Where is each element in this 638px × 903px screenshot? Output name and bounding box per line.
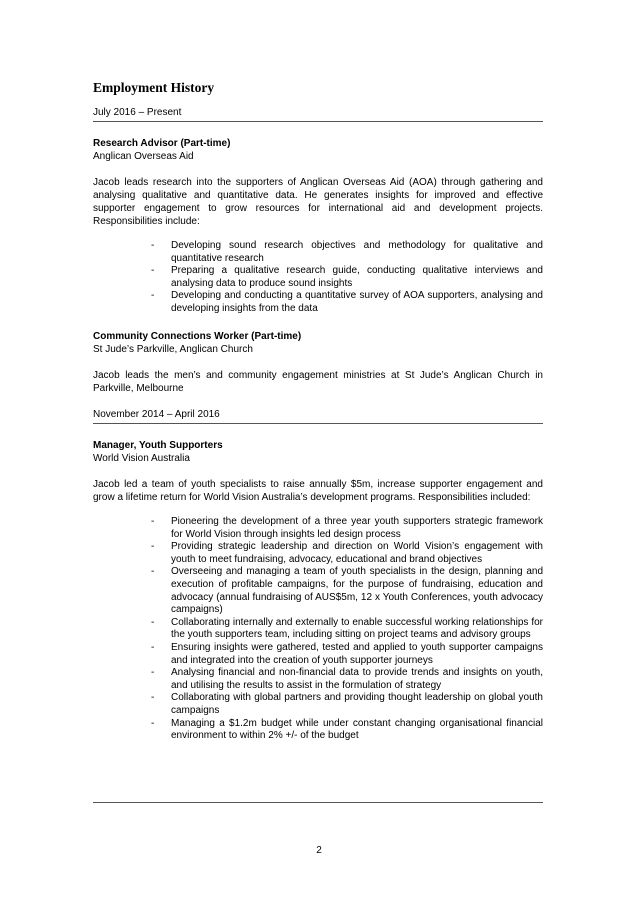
footer-divider — [93, 802, 543, 803]
bullet-dash: - — [151, 692, 155, 704]
role-description: Jacob led a team of youth specialists to raise annually $5m, increase supporter engagement and grow a lifetime return for World Vision Australia’s development programs. Responsibilities included: — [93, 479, 543, 503]
page-number: 2 — [316, 845, 322, 856]
responsibility-list — [93, 516, 543, 743]
bullet-dash: - — [151, 616, 155, 628]
list-item: - Pioneering the development of a three year youth supporters strategic framework for World Vision through insights led design process — [151, 516, 543, 540]
list-item: - Collaborating with global partners and providing thought leadership on global youth campaigns — [151, 692, 543, 716]
bullet-dash: - — [151, 290, 155, 302]
bullet-dash: - — [151, 641, 155, 653]
responsibility-list — [93, 240, 543, 316]
bullet-dash: - — [151, 667, 155, 679]
role-title: Community Connections Worker (Part-time) — [93, 330, 302, 342]
role-manager-youth-supporters — [93, 439, 543, 465]
bullet-dash: - — [151, 566, 155, 578]
role-description: Jacob leads research into the supporters of Anglican Overseas Aid (AOA) through gathering and analysing qualitative and quantitative data. He generates insights for improved and effective supporter engagement to grow resources for international aid and development projects. Responsibilities include: — [93, 177, 543, 227]
bullet-dash: - — [151, 516, 155, 527]
section-heading: Employment History — [93, 80, 215, 95]
list-item: - Ensuring insights were gathered, tested and applied to youth supporter campaigns and integrated into the creation of youth supporter journeys — [151, 641, 543, 666]
period-2 — [93, 408, 543, 743]
list-item: - Overseeing and managing a team of youth specialists in the design, planning and execution of profitable campaigns, for the purpose of fundraising, education and advocacy (annual fundraising of AUS$5m, 12 x Youth Conferences, youth advocacy campaigns) — [151, 566, 543, 616]
list-item: - Developing and conducting a quantitative survey of AOA supporters, analysing and developing insights from the data — [151, 290, 543, 314]
role-organisation: St Jude’s Parkville, Anglican Church — [93, 343, 253, 355]
bullet-dash: - — [151, 717, 155, 729]
list-item: - Providing strategic leadership and direction on World Vision’s engagement with youth to meet fundraising, advocacy, educational and brand objectives — [151, 541, 543, 565]
list-item: - Developing sound research objectives and methodology for qualitative and quantitative research — [151, 240, 543, 264]
period-date: November 2014 – April 2016 — [93, 408, 543, 424]
list-item: - Managing a $1.2m budget while under constant changing organisational financial environment to within 2% +/- of the budget — [151, 717, 543, 742]
role-research-advisor — [93, 137, 543, 163]
role-description: Jacob leads the men’s and community engagement ministries at St Jude’s Anglican Church in Parkville, Melbourne — [93, 369, 543, 394]
period-date: July 2016 – Present — [93, 106, 543, 122]
list-item: - Analysing financial and non-financial data to provide trends and insights on youth, and utilising the results to assist in the formulation of strategy — [151, 667, 543, 691]
list-item: - Preparing a qualitative research guide, conducting qualitative interviews and analysing data to produce sound insights — [151, 265, 543, 289]
bullet-dash: - — [151, 240, 155, 251]
role-organisation: Anglican Overseas Aid — [93, 151, 194, 162]
role-organisation: World Vision Australia — [93, 453, 190, 464]
bullet-dash: - — [151, 265, 155, 277]
role-title: Manager, Youth Supporters — [93, 440, 223, 451]
role-title: Research Advisor (Part-time) — [93, 138, 231, 149]
period-1 — [93, 106, 543, 395]
list-item: - Collaborating internally and externally to enable successful working relationships for the youth supporters team, including sitting on project teams and advisory groups — [151, 616, 543, 641]
role-community-connections — [93, 330, 543, 356]
bullet-dash: - — [151, 541, 155, 553]
